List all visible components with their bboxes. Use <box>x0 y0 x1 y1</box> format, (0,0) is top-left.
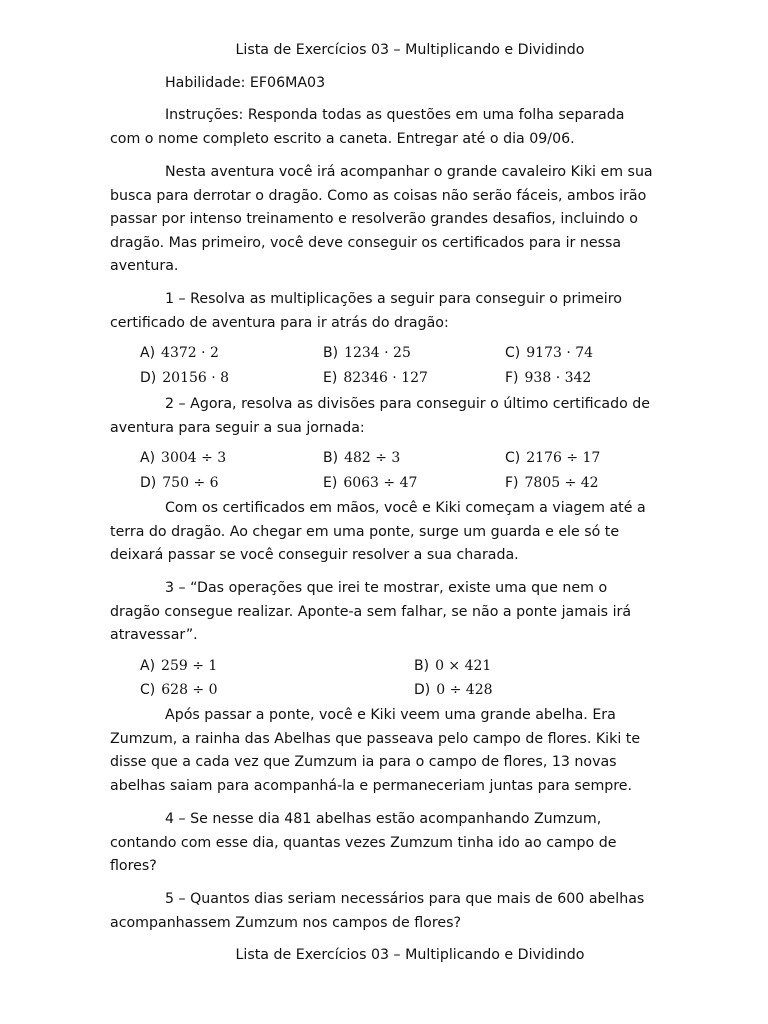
option-item: C) 2176 ÷ 17 <box>505 450 601 466</box>
option-item: F) 7805 ÷ 42 <box>505 475 599 491</box>
option-item: A) 3004 ÷ 3 <box>140 450 227 466</box>
question-1-options-row-1 <box>140 345 700 367</box>
page-footer-title: Lista de Exercícios 03 – Multiplicando e Dividindo <box>235 947 585 963</box>
option-item: B) 0 × 421 <box>414 658 492 674</box>
question-3-options-row-2 <box>140 682 700 704</box>
question-1-options-row-2 <box>140 370 700 392</box>
question-2-options-row-2 <box>140 475 700 497</box>
intro-paragraph: Nesta aventura você irá acompanhar o grande cavaleiro Kiki em sua busca para derrotar o dragão. Como as coisas não serão fáceis, ambos irão passar por intenso treinamento e resolverão grandes desafios, incluindo o dragão. Mas primeiro, você deve conseguir os certificados para ir nessa aventura. <box>110 164 653 274</box>
option-item: A) 259 ÷ 1 <box>140 658 218 674</box>
option-item: D) 20156 · 8 <box>140 370 230 386</box>
question-3-text: 3 – “Das operações que irei te mostrar, existe uma que nem o dragão consegue realizar. Aponte-a sem falhar, se não a ponte jamais irá atravessar”. <box>110 580 632 643</box>
option-item: C) 9173 · 74 <box>505 345 594 361</box>
option-item: E) 82346 · 127 <box>323 370 428 386</box>
option-item: B) 482 ÷ 3 <box>323 450 401 466</box>
option-item: F) 938 · 342 <box>505 370 592 386</box>
option-item: C) 628 ÷ 0 <box>140 682 218 698</box>
habilidade-line: Habilidade: EF06MA03 <box>165 75 326 91</box>
option-item: A) 4372 · 2 <box>140 345 219 361</box>
instructions-paragraph: Instruções: Responda todas as questões em uma folha separada com o nome completo escrito a caneta. Entregar até o dia 09/06. <box>110 107 625 147</box>
question-4-text: 4 – Se nesse dia 481 abelhas estão acompanhando Zumzum, contando com esse dia, quantas vezes Zumzum tinha ido ao campo de flores? <box>110 811 617 874</box>
option-item: D) 750 ÷ 6 <box>140 475 219 491</box>
option-item: B) 1234 · 25 <box>323 345 411 361</box>
question-2-text: 2 – Agora, resolva as divisões para conseguir o último certificado de aventura para seguir a sua jornada: <box>110 396 651 436</box>
bee-paragraph: Após passar a ponte, você e Kiki veem uma grande abelha. Era Zumzum, a rainha das Abelhas que passeava pelo campo de flores. Kiki te disse que a cada vez que Zumzum ia para o campo de flores, 13 novas abelhas saiam para acompanhá-la e permaneceriam juntas para sempre. <box>110 707 641 794</box>
page-title: Lista de Exercícios 03 – Multiplicando e Dividindo <box>235 42 585 58</box>
bridge-paragraph: Com os certificados em mãos, você e Kiki começam a viagem até a terra do dragão. Ao chegar em uma ponte, surge um guarda e ele só te deixará passar se você conseguir resolver a sua charada. <box>110 500 646 563</box>
question-2-options-row-1 <box>140 450 700 472</box>
question-5-text: 5 – Quantos dias seriam necessários para que mais de 600 abelhas acompanhassem Zumzum nos campos de flores? <box>110 891 645 931</box>
question-1-text: 1 – Resolva as multiplicações a seguir para conseguir o primeiro certificado de aventura para ir atrás do dragão: <box>110 291 622 331</box>
question-3-options-row-1 <box>140 658 700 680</box>
option-item: D) 0 ÷ 428 <box>414 682 493 698</box>
option-item: E) 6063 ÷ 47 <box>323 475 418 491</box>
